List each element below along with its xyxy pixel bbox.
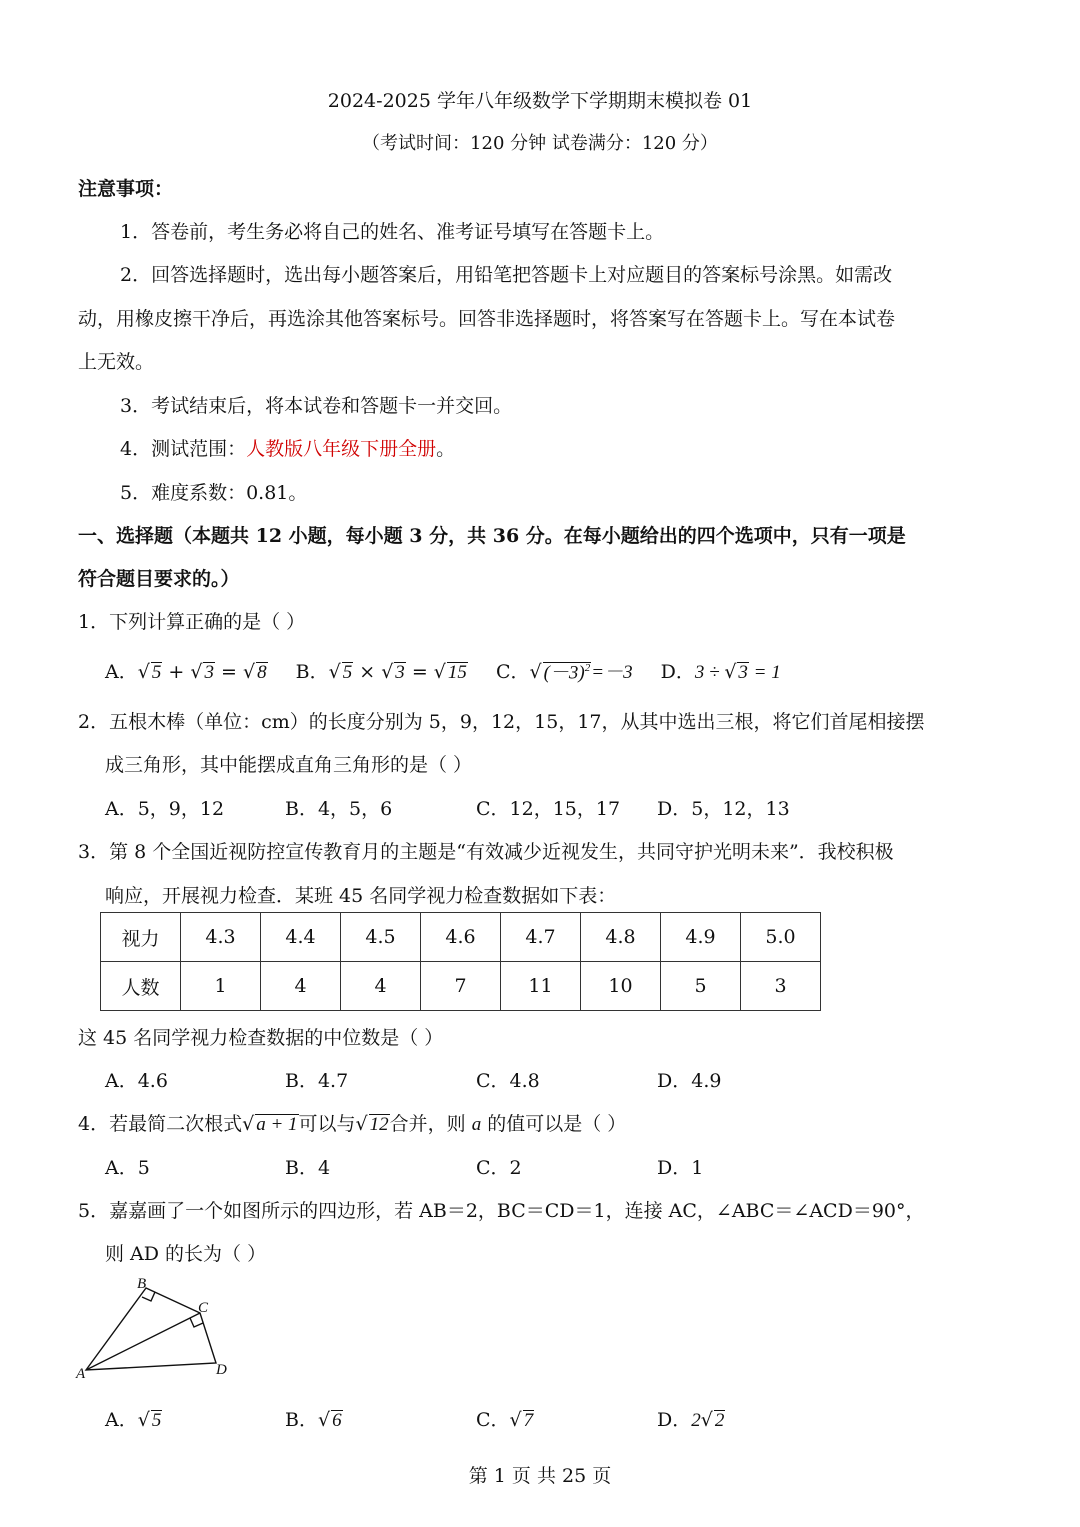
table-header-count: 人数 [101,962,181,1011]
q4-radicand-1: a + 1 [256,1114,298,1135]
table-cell: 5.0 [741,913,821,962]
q4-stem-post: 的值可以是（ ） [481,1113,627,1135]
table-cell: 3 [741,962,821,1011]
q3-choice-b: B．4.7 [285,1070,349,1092]
q4-stem-post-pre: 合并，则 [389,1113,472,1135]
q5-choice-a: A．√ 5 [105,1409,162,1431]
q4-choice-a: A．5 [105,1157,150,1179]
table-cell: 1 [181,962,261,1011]
q5-d-radicand: 2 [714,1410,725,1431]
q3-stem-line-1: 3．第 8 个全国近视防控宣传教育月的主题是“有效减少近视发生，共同守护光明未来”．我校积极 [78,841,894,863]
q2-stem-line-1: 2．五根木棒（单位：cm）的长度分别为 5，9，12，15，17，从其中选出三根，将它们首尾相接摆 [78,711,925,733]
exam-info: （考试时间：120 分钟 试卷满分：120 分） [362,133,718,154]
q5-b-label: B． [285,1409,318,1431]
q2-choice-b: B．4，5，6 [285,798,393,820]
q1-choices [105,657,781,684]
q3-stem-line-2: 响应，开展视力检查．某班 45 名同学视力检查数据如下表： [105,885,617,907]
q1-choice-d: D．3 ÷ √ 3 = 1 [660,661,781,683]
q1-b-radicand-2: 3 [395,662,405,683]
notice-item-4 [120,434,455,461]
q4-radicand-2: 12 [369,1114,389,1135]
page-title: 2024-2025 学年八年级数学下学期期末模拟卷 01 [327,90,753,112]
section-heading-line-1: 一、选择题（本题共 12 小题，每小题 3 分，共 36 分。在每小题给出的四个选项中，只有一项是 [78,525,906,547]
table-cell: 4.6 [421,913,501,962]
q1-c-base: (－3) [543,662,585,683]
q5-stem-line-1: 5．嘉嘉画了一个如图所示的四边形，若 AB＝2，BC＝CD＝1，连接 AC，∠ABC＝∠ACD＝90°， [78,1200,925,1222]
vertex-label-d: D [216,1362,227,1378]
quadrilateral-figure [70,1270,245,1385]
q1-stem: 1．下列计算正确的是（ ） [78,611,306,633]
q4-stem: 4．若最简二次根式√ a + 1可以与√ 12合并，则 a 的值可以是（ ） [78,1113,627,1135]
table-cell: 7 [421,962,501,1011]
q5-b-radicand: 6 [332,1410,342,1431]
vertex-label-b: B [137,1276,147,1292]
q5-choice-b: B．√ 6 [285,1409,342,1431]
q5-choice-d: D．2√ 2 [657,1409,725,1431]
table-cell: 4.8 [581,913,661,962]
table-row [101,913,821,962]
q5-d-coefficient: 2 [691,1410,701,1431]
notice-item-2-line-2: 动，用橡皮擦干净后，再选涂其他答案标号。回答非选择题时，将答案写在答题卡上。写在本试卷 [78,308,896,330]
q1-a-radicand-1: 5 [151,662,162,683]
q1-a-label: A． [105,661,138,683]
q1-c-radicand [543,662,592,683]
table-cell: 4.9 [661,913,741,962]
q1-b-label: B． [295,661,329,683]
q2-choice-a: A．5，9，12 [105,798,225,820]
q2-choice-c: C．12，15，17 [476,798,621,820]
vertex-label-c: C [198,1300,209,1316]
q4-choice-d: D．1 [657,1157,704,1179]
q5-a-label: A． [105,1409,138,1431]
page-footer: 第 1 页 共 25 页 [468,1465,612,1487]
notice-item-3: 3．考试结束后，将本试卷和答题卡一并交回。 [120,395,513,417]
notice-item-2-line-1: 2．回答选择题时，选出每小题答案后，用铅笔把答题卡上对应题目的答案标号涂黑。如需改 [120,264,893,286]
q4-choice-c: C．2 [476,1157,522,1179]
q3-question: 这 45 名同学视力检查数据的中位数是（ ） [78,1027,444,1049]
table-cell: 5 [661,962,741,1011]
q5-a-radicand: 5 [151,1410,162,1431]
diagonal-ac [86,1313,200,1370]
q4-choice-b: B．4 [285,1157,331,1179]
notice-item-4-suffix: 。 [436,438,456,460]
right-angle-b [142,1292,155,1301]
test-scope: 人教版八年级下册全册 [246,438,437,460]
q3-choice-c: C．4.8 [476,1070,540,1092]
vertex-label-a: A [76,1366,86,1382]
notice-item-2-line-3: 上无效。 [78,351,155,373]
q4-variable: a [471,1114,482,1135]
right-angle-c [190,1318,203,1327]
table-cell: 10 [581,962,661,1011]
table-cell: 4.4 [261,913,341,962]
q3-choice-a: A．4.6 [105,1070,168,1092]
q5-d-label: D． [657,1409,692,1431]
table-header-vision: 视力 [101,913,181,962]
q2-choice-d: D．5，12，13 [657,798,790,820]
q1-b-radicand-1: 5 [342,662,353,683]
q4-stem-pre: 4．若最简二次根式 [78,1113,243,1135]
q5-c-radicand: 7 [523,1410,534,1431]
table-cell: 4.5 [341,913,421,962]
q5-stem-line-2: 则 AD 的长为（ ） [105,1243,267,1265]
table-cell: 11 [501,962,581,1011]
q1-choice-a: A．√ 5 + √ 3 = √ 8 [105,661,267,683]
notice-item-4-prefix: 4．测试范围： [120,438,247,460]
table-cell: 4 [341,962,421,1011]
q1-d-lhs: 3 ÷ [694,662,725,683]
q5-choice-c: C．√ 7 [476,1409,534,1431]
q1-d-label: D． [660,661,695,683]
q1-b-radicand-3: 15 [447,662,467,683]
notice-heading: 注意事项： [78,178,174,200]
q3-choice-d: D．4.9 [657,1070,722,1092]
notice-item-5: 5．难度系数：0.81。 [120,482,308,504]
q1-a-radicand-2: 3 [204,662,214,683]
table-row [101,962,821,1011]
table-cell: 4 [261,962,341,1011]
q5-c-label: C． [476,1409,510,1431]
q1-c-rhs: =－3 [591,662,633,683]
q1-d-rhs: = 1 [748,662,781,683]
q1-c-label: C． [495,661,530,683]
q2-stem-line-2: 成三角形，其中能摆成直角三角形的是（ ） [105,754,473,776]
q1-d-radicand: 3 [738,662,748,683]
q1-c-exponent: 2 [584,661,591,674]
section-heading-line-2: 符合题目要求的。） [78,568,240,590]
table-cell: 4.3 [181,913,261,962]
q4-stem-mid: 可以与 [298,1113,356,1135]
vision-data-table [100,912,821,1011]
q1-a-radicand-3: 8 [257,662,267,683]
notice-item-1: 1．答卷前，考生务必将自己的姓名、准考证号填写在答题卡上。 [120,221,665,243]
q1-choice-c: C．√ $(-3)^2=-3$ [495,661,633,683]
q1-choice-b: B．√ 5 × √ 3 = √ 15 [295,661,467,683]
table-cell: 4.7 [501,913,581,962]
